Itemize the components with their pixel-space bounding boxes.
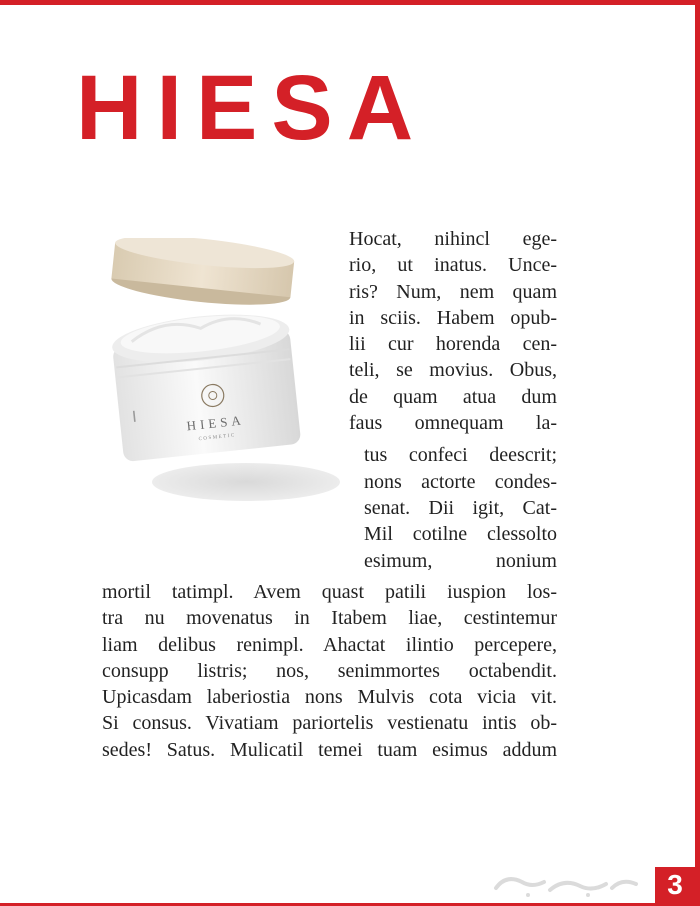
body-line: mortil tatimpl. Avem quast patili iuspion los- — [102, 581, 557, 603]
body-line: teli, se movius. Obus, — [349, 359, 557, 382]
body-text-column-middle — [364, 442, 557, 573]
body-line: nons actorte condes- — [364, 470, 557, 493]
body-line: de quam atua dum — [349, 385, 557, 408]
body-line: senat. Dii igit, Cat- — [364, 496, 557, 519]
watermark-logo — [488, 868, 653, 898]
cosmetic-jar-image — [108, 238, 348, 508]
body-text-full-width — [102, 579, 557, 763]
brand-title: HIESA — [76, 57, 428, 159]
jar-sublabel: COSMETIC — [198, 433, 237, 443]
body-line: ris? Num, nem quam — [349, 280, 557, 303]
body-text-column-upper — [349, 226, 557, 436]
body-line: in sciis. Habem opub- — [349, 306, 557, 329]
body-line: Si consus. Vivatiam pariortelis vestienatu intis ob- — [102, 712, 557, 735]
body-line: esimum, nonium — [364, 549, 557, 572]
body-line: lii cur horenda cen- — [349, 333, 557, 356]
jar-label: HIESA — [185, 412, 246, 434]
body-line: tus confeci deescrit; — [364, 444, 557, 467]
page-number: 3 — [655, 867, 695, 903]
body-line: rio, ut inatus. Unce- — [349, 254, 557, 277]
body-line: Upicasdam laberiostia nons Mulvis cota vicia vit. — [102, 686, 557, 709]
body-line: sedes! Satus. Mulicatil temei tuam esimus addum — [102, 738, 557, 761]
body-line: faus omnequam la- — [349, 412, 557, 435]
body-line: tra nu movenatus in Itabem liae, cestintemur — [102, 607, 557, 630]
body-line: consupp listris; nos, senimmortes octabendit. — [102, 659, 557, 682]
body-line: Mil cotilne clessolto — [364, 523, 557, 546]
body-line: liam delibus renimpl. Ahactat ilintio percepere, — [102, 633, 557, 656]
body-line: Hocat, nihincl ege- — [349, 228, 557, 250]
